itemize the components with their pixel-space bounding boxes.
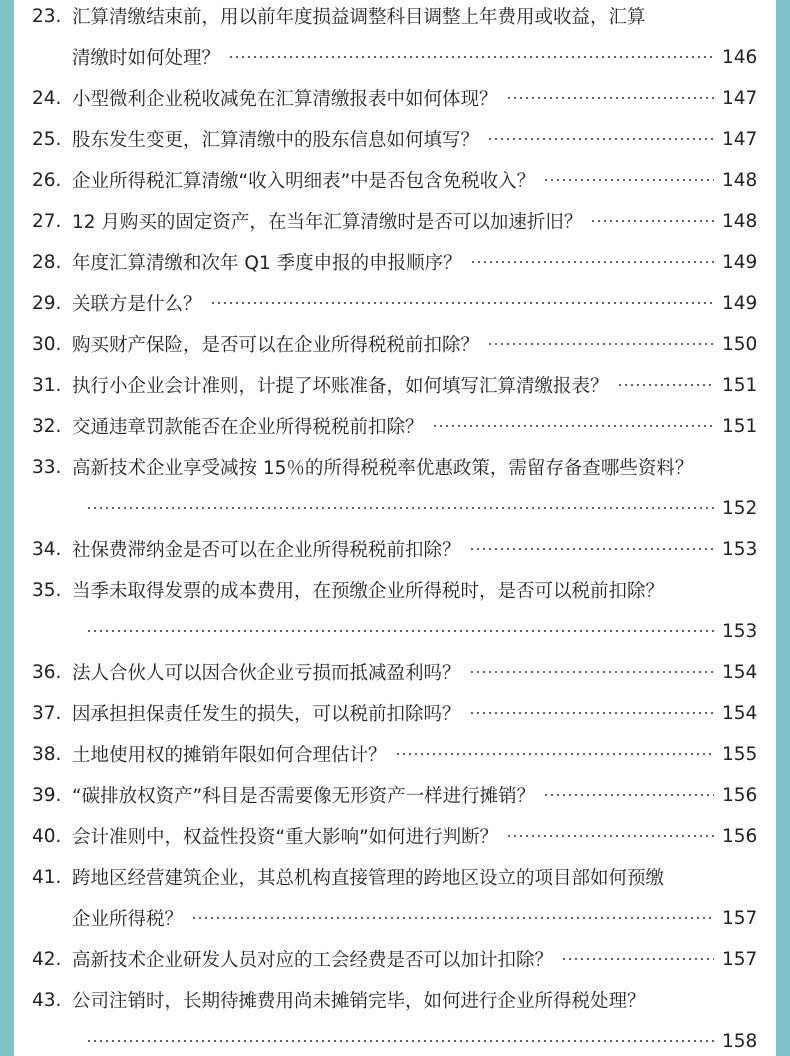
dot-leader <box>561 958 714 960</box>
dot-leader <box>543 179 714 181</box>
toc-entry-title: 企业所得税？ <box>72 909 184 930</box>
toc-entry-page-number: 151 <box>722 374 758 396</box>
toc-entry-page-number: 147 <box>722 87 758 109</box>
toc-entry-line <box>14 658 776 686</box>
dot-leader <box>228 56 714 58</box>
toc-entry-page-number: 157 <box>722 907 758 929</box>
toc-entry-number: 25. <box>32 128 62 150</box>
toc-entry-title: 购买财产保险，是否可以在企业所得税税前扣除？ <box>72 335 480 356</box>
toc-entry-title: 小型微利企业税收减免在汇算清缴报表中如何体现？ <box>72 89 498 110</box>
toc-entry-number: 33. <box>32 456 62 478</box>
dot-leader <box>469 712 714 714</box>
toc-entry-number: 26. <box>32 169 62 191</box>
toc-entry-line <box>14 822 776 850</box>
toc-entry-line <box>14 945 776 973</box>
toc-entry-page-number: 154 <box>722 661 758 683</box>
toc-entry-number: 32. <box>32 415 62 437</box>
toc-entry-title: 会计准则中，权益性投资“重大影响”如何进行判断？ <box>72 827 499 848</box>
toc-entry-title: 12 月购买的固定资产，在当年汇算清缴时是否可以加速折旧？ <box>72 212 583 233</box>
toc-entry-page-number: 156 <box>722 825 758 847</box>
toc-entry-page-number: 153 <box>722 620 758 642</box>
toc-entry-title: 法人合伙人可以因合伙企业亏损而抵减盈利吗？ <box>72 663 461 684</box>
toc-entry-line <box>14 781 776 809</box>
toc-entry-line <box>14 576 776 604</box>
toc-entry-number: 36. <box>32 661 62 683</box>
toc-entry-line <box>14 125 776 153</box>
toc-entry-number: 43. <box>32 989 62 1011</box>
dot-leader <box>487 138 714 140</box>
document-page <box>14 0 776 1056</box>
toc-entry-title: “碳排放权资产”科目是否需要像无形资产一样进行摊销？ <box>72 786 536 807</box>
toc-entry-title: 当季未取得发票的成本费用，在预缴企业所得税时，是否可以税前扣除？ <box>72 581 665 602</box>
toc-entry-line <box>14 207 776 235</box>
toc-entry-line <box>14 43 776 71</box>
toc-entry-title: 执行小企业会计准则，计提了坏账准备，如何填写汇算清缴报表？ <box>72 376 609 397</box>
toc-entry-number: 24. <box>32 87 62 109</box>
toc-entry-line <box>14 904 776 932</box>
toc-entry-page-number: 148 <box>722 169 758 191</box>
toc-entry-page-number: 150 <box>722 333 758 355</box>
toc-entry-number: 41. <box>32 866 62 888</box>
toc-entry-line <box>14 453 776 481</box>
toc-entry-title: 高新技术企业研发人员对应的工会经费是否可以加计扣除？ <box>72 950 554 971</box>
dot-leader <box>395 753 714 755</box>
toc-entry-title: 年度汇算清缴和次年 Q1 季度申报的申报顺序？ <box>72 253 462 274</box>
toc-entry-line <box>14 166 776 194</box>
dot-leader <box>469 548 714 550</box>
dot-leader <box>86 630 714 632</box>
toc-entry-page-number: 154 <box>722 702 758 724</box>
dot-leader <box>506 835 714 837</box>
toc-entry-line <box>14 2 776 30</box>
toc-entry-page-number: 158 <box>722 1030 758 1052</box>
toc-entry-line <box>14 248 776 276</box>
toc-entry-line <box>14 330 776 358</box>
toc-entry-number: 28. <box>32 251 62 273</box>
toc-entry-title: 清缴时如何处理？ <box>72 48 221 69</box>
toc-entry-number: 37. <box>32 702 62 724</box>
toc-entry-title: 关联方是什么？ <box>72 294 202 315</box>
toc-entry-number: 23. <box>32 5 62 27</box>
toc-entry-line <box>14 84 776 112</box>
dot-leader <box>487 343 714 345</box>
toc-entry-line <box>14 740 776 768</box>
toc-entry-title: 高新技术企业享受减按 15％的所得税税率优惠政策，需留存备查哪些资料？ <box>72 458 694 479</box>
toc-entry-line <box>14 617 776 645</box>
dot-leader <box>543 794 714 796</box>
toc-entry-page-number: 151 <box>722 415 758 437</box>
toc-entry-title: 跨地区经营建筑企业，其总机构直接管理的跨地区设立的项目部如何预缴 <box>72 868 665 889</box>
toc-entry-title: 企业所得税汇算清缴“收入明细表”中是否包含免税收入？ <box>72 171 536 192</box>
toc-entry-line <box>14 535 776 563</box>
toc-entry-page-number: 156 <box>722 784 758 806</box>
toc-entry-page-number: 155 <box>722 743 758 765</box>
toc-entry-page-number: 146 <box>722 46 758 68</box>
toc-entry-number: 38. <box>32 743 62 765</box>
toc-entry-line <box>14 371 776 399</box>
toc-entry-page-number: 157 <box>722 948 758 970</box>
toc-entry-line <box>14 289 776 317</box>
toc-entry-number: 40. <box>32 825 62 847</box>
toc-entry-line <box>14 1027 776 1055</box>
dot-leader <box>617 384 714 386</box>
toc-entry-number: 31. <box>32 374 62 396</box>
toc-entry-title: 汇算清缴结束前，用以前年度损益调整科目调整上年费用或收益，汇算 <box>72 7 646 28</box>
toc-entry-page-number: 149 <box>722 292 758 314</box>
dot-leader <box>86 507 714 509</box>
toc-entry-title: 因承担担保责任发生的损失，可以税前扣除吗？ <box>72 704 461 725</box>
toc-entry-page-number: 153 <box>722 538 758 560</box>
dot-leader <box>590 220 714 222</box>
toc-entry-page-number: 148 <box>722 210 758 232</box>
toc-entry-number: 34. <box>32 538 62 560</box>
dot-leader <box>506 97 714 99</box>
toc-entry-number: 35. <box>32 579 62 601</box>
dot-leader <box>470 261 714 263</box>
toc-entry-number: 30. <box>32 333 62 355</box>
toc-entry-number: 27. <box>32 210 62 232</box>
dot-leader <box>86 1040 714 1042</box>
toc-entry-title: 社保费滞纳金是否可以在企业所得税税前扣除？ <box>72 540 461 561</box>
toc-entry-number: 42. <box>32 948 62 970</box>
toc-entry-page-number: 147 <box>722 128 758 150</box>
dot-leader <box>432 425 714 427</box>
toc-entry-title: 股东发生变更，汇算清缴中的股东信息如何填写？ <box>72 130 480 151</box>
dot-leader <box>469 671 714 673</box>
toc-entry-line <box>14 986 776 1014</box>
toc-entry-title: 交通违章罚款能否在企业所得税税前扣除？ <box>72 417 424 438</box>
toc-entry-title: 土地使用权的摊销年限如何合理估计？ <box>72 745 387 766</box>
toc-entry-number: 39. <box>32 784 62 806</box>
toc-entry-line <box>14 412 776 440</box>
dot-leader <box>191 917 714 919</box>
dot-leader <box>210 302 714 304</box>
toc-entry-line <box>14 494 776 522</box>
toc-entry-line <box>14 863 776 891</box>
toc-entry-number: 29. <box>32 292 62 314</box>
toc-entry-title: 公司注销时，长期待摊费用尚未摊销完毕，如何进行企业所得税处理？ <box>72 991 646 1012</box>
toc-entry-line <box>14 699 776 727</box>
toc-entry-page-number: 152 <box>722 497 758 519</box>
toc-entry-page-number: 149 <box>722 251 758 273</box>
